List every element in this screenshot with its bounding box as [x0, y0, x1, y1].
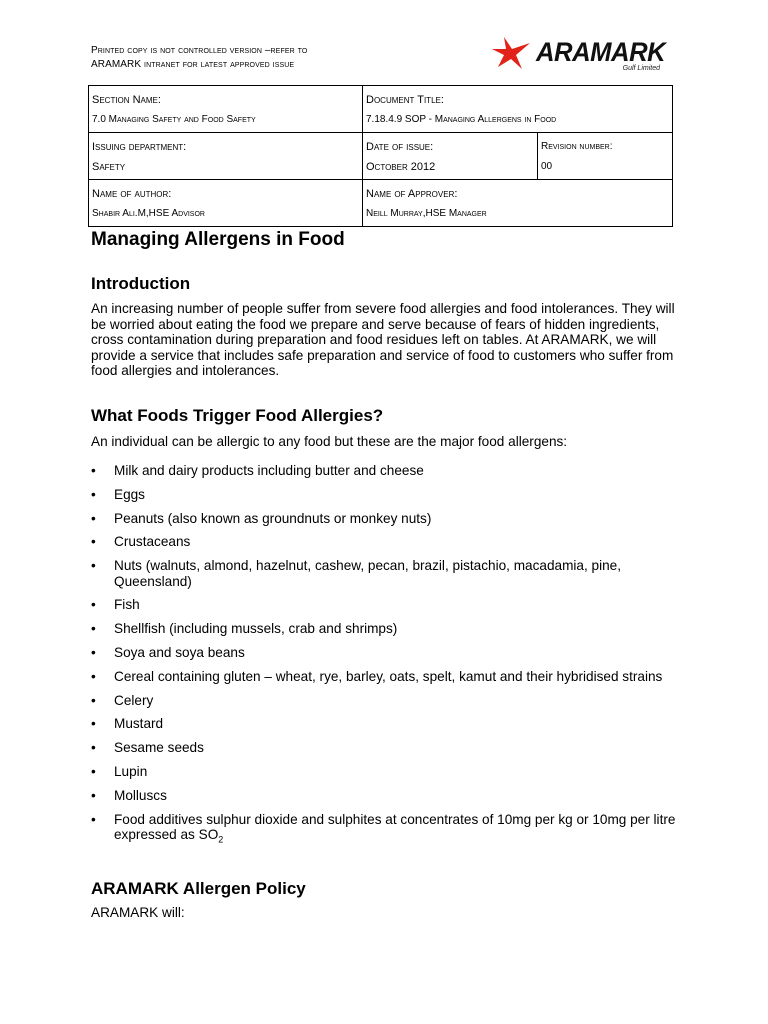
bullet-icon: •	[91, 740, 96, 756]
bullet-icon: •	[91, 668, 96, 684]
bullet-icon: •	[91, 811, 96, 827]
list-item	[91, 463, 686, 479]
allergen-list	[91, 463, 686, 857]
bullet-icon: •	[91, 486, 96, 502]
bullet-icon: •	[91, 764, 96, 780]
list-item	[91, 693, 686, 709]
revision-number-label: Revision number:	[541, 141, 613, 152]
logo-subtitle: Gulf Limited	[622, 65, 660, 72]
author-value: Shabir Ali.M,HSE Advisor	[92, 208, 205, 219]
list-item	[91, 740, 686, 756]
bullet-icon: •	[91, 558, 96, 574]
allergen-text: Eggs	[114, 486, 145, 502]
bullet-icon: •	[91, 716, 96, 732]
table-row	[89, 86, 673, 133]
approver-value: Neill Murray,HSE Manager	[366, 208, 487, 219]
approver-cell	[363, 180, 673, 227]
list-item	[91, 597, 686, 613]
allergen-text: Food additives sulphur dioxide and sulphites at concentrates of 10mg per kg or 10mg per litre expressed as SO	[114, 811, 676, 843]
document-info-table	[88, 85, 673, 227]
revision-number-value: 00	[541, 161, 553, 172]
author-cell	[89, 180, 363, 227]
introduction-heading: Introduction	[91, 274, 191, 293]
allergen-text: Milk and dairy products including butter and cheese	[114, 463, 424, 478]
list-item	[91, 788, 686, 804]
list-item	[91, 487, 686, 503]
author-label: Name of author:	[92, 188, 172, 200]
section-name-cell	[89, 86, 363, 133]
issuing-department-cell	[89, 133, 363, 180]
allergy-triggers-heading: What Foods Trigger Food Allergies?	[91, 406, 384, 425]
list-item	[91, 511, 686, 527]
bullet-icon: •	[91, 645, 96, 661]
allergen-text: Crustaceans	[114, 534, 191, 550]
bullet-icon: •	[91, 621, 96, 637]
issuing-department-label: Issuing department:	[92, 141, 187, 153]
allergen-text: Nuts (walnuts, almond, hazelnut, cashew, pecan, brazil, pistachio, macadamia, pine, Queensland)	[114, 558, 622, 589]
list-item	[91, 764, 686, 780]
bullet-icon: •	[91, 597, 96, 613]
issuing-department-value: Safety	[92, 161, 126, 173]
bullet-icon: •	[91, 692, 96, 708]
revision-number-cell	[538, 133, 673, 180]
controlled-copy-notice	[91, 44, 431, 72]
bullet-icon: •	[91, 534, 96, 550]
date-of-issue-label: Date of issue:	[366, 141, 434, 153]
document-title: Managing Allergens in Food	[91, 229, 345, 250]
notice-line-2: ARAMARK intranet for latest approved issue	[91, 59, 295, 70]
table-row	[89, 133, 673, 180]
bullet-icon: •	[91, 463, 96, 478]
list-item	[91, 621, 686, 637]
allergen-text: Lupin	[114, 764, 148, 780]
aramark-logo	[490, 33, 670, 75]
table-row	[89, 180, 673, 227]
document-title-cell	[363, 86, 673, 133]
allergen-policy-paragraph: ARAMARK will:	[91, 905, 185, 920]
date-of-issue-value: October 2012	[366, 161, 436, 173]
document-title-value: 7.18.4.9 SOP - Managing Allergens in Food	[366, 114, 557, 125]
list-item	[91, 645, 686, 661]
allergen-text: Sesame seeds	[114, 740, 204, 756]
allergen-text: Shellfish (including mussels, crab and shrimps)	[114, 621, 398, 637]
logo-wordmark: ARAMARK	[536, 37, 666, 67]
star-figure-icon	[490, 35, 538, 71]
introduction-paragraph: An increasing number of people suffer from severe food allergies and food intolerances. They will be worried about eating the food we prepare and serve because of fears of hidden ingredients, cross contamination during preparation and food residues left on tables. At ARAMARK, we will provide a service that includes safe preparation and service of food to customers who suffer from food allergies and intolerances.	[91, 301, 675, 378]
allergen-text: Peanuts (also known as groundnuts or monkey nuts)	[114, 510, 432, 526]
allergen-text: Fish	[114, 597, 140, 613]
allergen-text: Celery	[114, 692, 154, 708]
list-item	[91, 534, 686, 550]
allergen-text: Mustard	[114, 716, 164, 732]
section-name-label: Section Name:	[92, 94, 161, 106]
bullet-icon: •	[91, 787, 96, 803]
allergen-policy-heading: ARAMARK Allergen Policy	[91, 879, 306, 898]
allergen-text: Molluscs	[114, 787, 167, 803]
allergy-triggers-paragraph: An individual can be allergic to any food but these are the major food allergens:	[91, 434, 568, 449]
document-title-label: Document Title:	[366, 94, 444, 106]
list-item	[91, 716, 686, 732]
list-item	[91, 669, 686, 685]
bullet-icon: •	[91, 510, 96, 526]
section-name-value: 7.0 Managing Safety and Food Safety	[92, 114, 256, 125]
allergen-text: Soya and soya beans	[114, 645, 245, 661]
allergen-text: Cereal containing gluten – wheat, rye, barley, oats, spelt, kamut and their hybridised strains	[114, 668, 663, 684]
list-item	[91, 812, 686, 849]
notice-line-1: Printed copy is not controlled version –refer to	[91, 45, 308, 56]
approver-label: Name of Approver:	[366, 188, 458, 200]
list-item	[91, 558, 686, 589]
subscript-two: 2	[218, 834, 224, 845]
date-of-issue-cell	[363, 133, 538, 180]
